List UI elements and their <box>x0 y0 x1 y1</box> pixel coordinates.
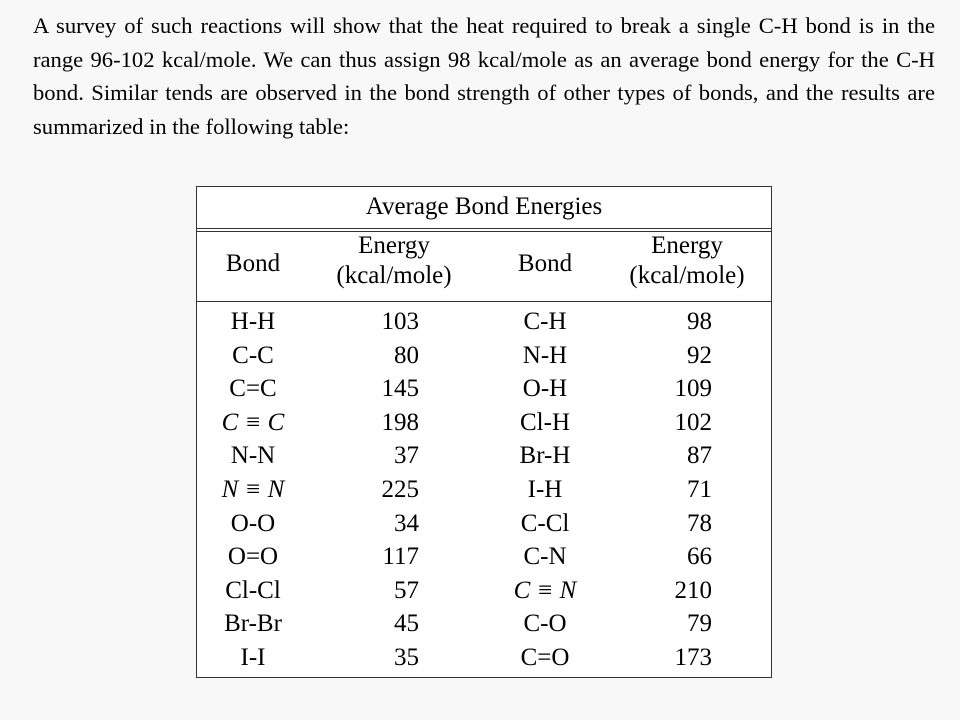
energy-header-right-line2: (kcal/mole) <box>629 262 745 289</box>
left-bond-cell: N-N <box>230 442 276 470</box>
right-bond-cell: Br-H <box>519 442 571 470</box>
left-bond-cell: O=O <box>227 543 279 571</box>
left-energy-cell: 198 <box>381 408 419 436</box>
left-energy-cell: 45 <box>394 610 419 638</box>
left-energy-cell: 80 <box>394 341 419 369</box>
left-bond-cell: C-C <box>232 341 274 369</box>
bond-energy-table <box>196 186 772 678</box>
bond-header-right: Bond <box>517 250 573 277</box>
right-energy-cell: 173 <box>674 644 712 671</box>
left-bond-cell: I-I <box>240 644 266 671</box>
left-bond-cell: Cl-Cl <box>225 576 281 604</box>
right-energy-cell: 87 <box>687 442 712 470</box>
bond-header-left: Bond <box>225 250 281 277</box>
right-bond-cell: C=O <box>520 644 570 671</box>
right-bond-cell: C-N <box>523 543 567 571</box>
right-energy-cell: 210 <box>674 576 712 604</box>
table-title: Average Bond Energies <box>365 193 603 220</box>
title-rule-top <box>197 228 771 229</box>
left-energy-cell: 117 <box>382 543 419 571</box>
intro-paragraph: A survey of such reactions will show that the heat required to break a single C-H bond is in the range 96-102 kcal/mole. We can thus assign 98 kcal/mole as an average bond energy for the C-H bond. Similar tends are observed in the bond strength of other types of bonds, and the results are summarized in the following table: <box>33 13 935 139</box>
left-bond-cell: C ≡ C <box>221 408 285 436</box>
energy-header-left-line2: (kcal/mole) <box>336 262 452 289</box>
left-bond-cell: C=C <box>229 375 277 403</box>
right-bond-cell: N-H <box>522 341 568 369</box>
header-rule <box>197 301 771 302</box>
left-energy-cell: 34 <box>394 509 419 537</box>
left-energy-cell: 103 <box>381 308 419 335</box>
right-energy-cell: 78 <box>687 509 712 537</box>
right-energy-cell: 98 <box>687 308 712 335</box>
right-bond-cell: C ≡ N <box>513 576 577 604</box>
right-bond-cell: I-H <box>527 476 563 503</box>
right-bond-cell: Cl-H <box>520 408 570 436</box>
energy-header-right-line1: Energy <box>651 232 723 259</box>
right-bond-cell: C-Cl <box>520 509 570 537</box>
left-energy-cell: 57 <box>394 576 419 604</box>
right-energy-cell: 109 <box>674 375 712 403</box>
energy-header-left-line1: Energy <box>358 232 430 259</box>
right-bond-cell: O-H <box>522 375 568 403</box>
right-energy-cell: 66 <box>687 543 712 571</box>
energy-header-right <box>612 231 762 291</box>
left-energy-cell: 35 <box>394 644 419 671</box>
left-bond-cell: O-O <box>230 509 276 537</box>
right-energy-cell: 71 <box>687 476 712 503</box>
left-bond-cell: H-H <box>230 308 276 335</box>
right-bond-cell: C-O <box>523 610 567 638</box>
right-bond-cell: C-H <box>523 308 567 335</box>
left-bond-cell: Br-Br <box>224 610 282 638</box>
left-bond-cell: N ≡ N <box>221 476 285 503</box>
left-energy-cell: 37 <box>394 442 419 470</box>
left-energy-cell: 225 <box>381 476 419 503</box>
left-energy-cell: 145 <box>381 375 419 403</box>
right-energy-cell: 79 <box>687 610 712 638</box>
energy-header-left <box>319 231 469 291</box>
right-energy-cell: 92 <box>687 341 712 369</box>
right-energy-cell: 102 <box>674 408 712 436</box>
